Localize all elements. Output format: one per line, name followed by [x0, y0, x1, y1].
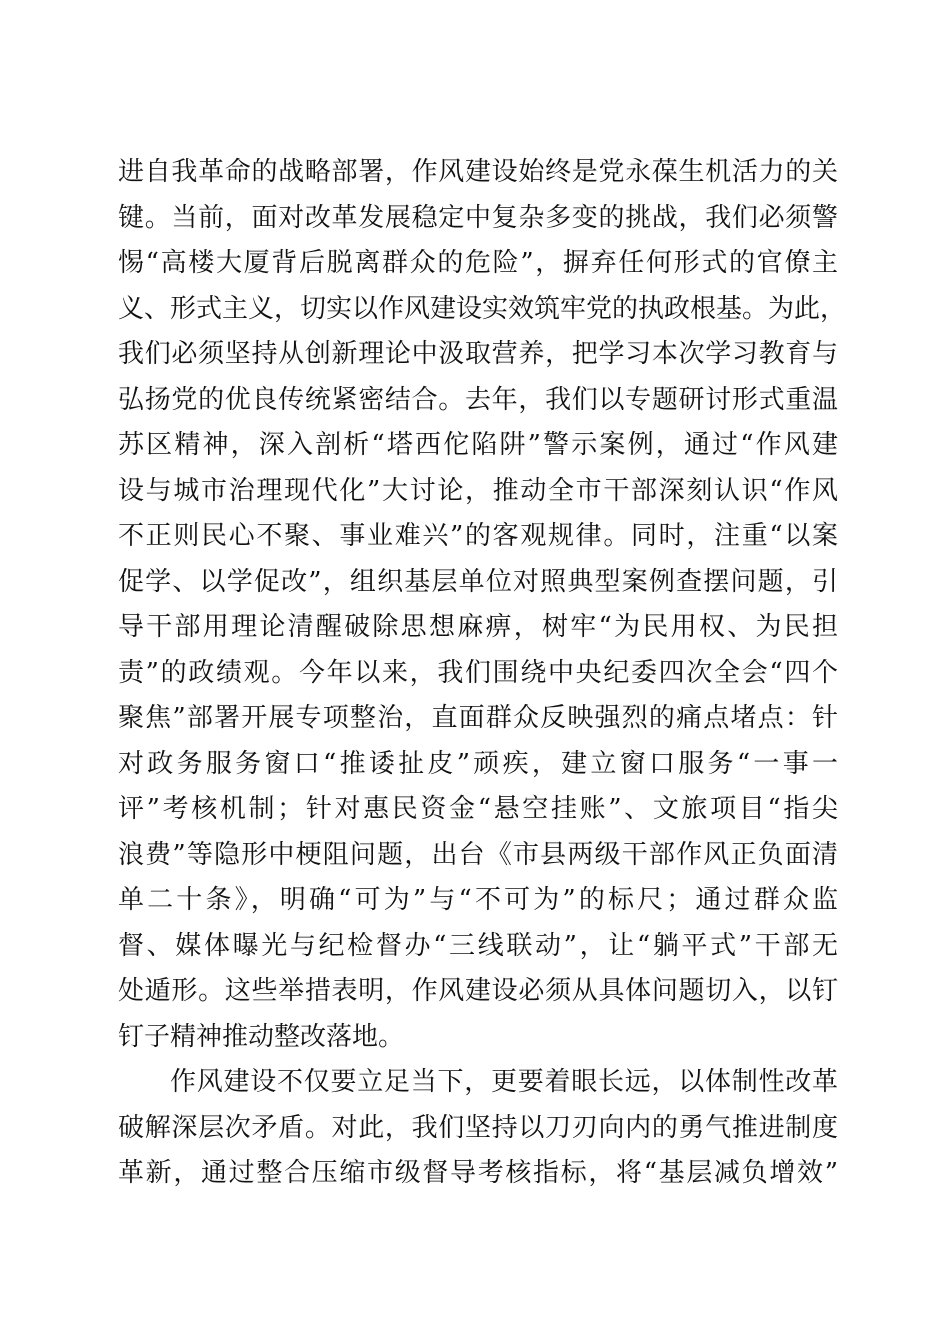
text-line: 对政务服务窗口“推诿扯皮”顽疾，建立窗口服务“一事一 — [118, 748, 838, 779]
text-line: 键。当前，面对改革发展稳定中复杂多变的挑战，我们必须警 — [118, 202, 838, 233]
text-line: 设与城市治理现代化”大讨论，推动全市干部深刻认识“作风 — [118, 475, 838, 506]
text-line: 督、媒体曝光与纪检督办“三线联动”，让“躺平式”干部无 — [118, 930, 838, 961]
text-line: 进自我革命的战略部署，作风建设始终是党永葆生机活力的关 — [118, 157, 838, 187]
text-line: 处遁形。这些举措表明，作风建设必须从具体问题切入，以钉 — [118, 976, 838, 1006]
text-line: 聚焦”部署开展专项整治，直面群众反映强烈的痛点堵点：针 — [118, 703, 838, 733]
text-line: 革新，通过整合压缩市级督导考核指标，将“基层减负增效” — [118, 1158, 838, 1188]
text-line: 导干部用理论清醒破除思想麻痹，树牢“为民用权、为民担 — [118, 612, 838, 642]
body-text — [118, 150, 847, 1197]
text-line: 促学、以学促改”，组织基层单位对照典型案例查摆问题，引 — [118, 566, 838, 597]
text-line: 破解深层次矛盾。对此，我们坚持以刀刃向内的勇气推进制度 — [118, 1112, 838, 1143]
text-line: 单二十条》，明确“可为”与“不可为”的标尺；通过群众监 — [118, 885, 838, 915]
text-line: 苏区精神，深入剖析“塔西佗陷阱”警示案例，通过“作风建 — [118, 430, 838, 460]
text-line: 弘扬党的优良传统紧密结合。去年，我们以专题研讨形式重温 — [118, 384, 838, 415]
text-line: 责”的政绩观。今年以来，我们围绕中央纪委四次全会“四个 — [118, 657, 838, 688]
paragraph-start-line: 作风建设不仅要立足当下，更要着眼长远，以体制性改革 — [170, 1067, 838, 1097]
text-line: 评”考核机制；针对惠民资金“悬空挂账”、文旅项目“指尖 — [118, 794, 838, 824]
paragraph-end-line: 钉子精神推动整改落地。 — [118, 1021, 405, 1052]
text-line: 不正则民心不聚、事业难兴”的客观规律。同时，注重“以案 — [118, 521, 838, 551]
text-line: 我们必须坚持从创新理论中汲取营养，把学习本次学习教育与 — [118, 339, 838, 369]
text-line: 义、形式主义，切实以作风建设实效筑牢党的执政根基。为此， — [118, 293, 847, 324]
text-line: 惕“高楼大厦背后脱离群众的危险”，摒弃任何形式的官僚主 — [118, 248, 838, 278]
text-line: 浪费”等隐形中梗阻问题，出台《市县两级干部作风正负面清 — [118, 839, 838, 870]
